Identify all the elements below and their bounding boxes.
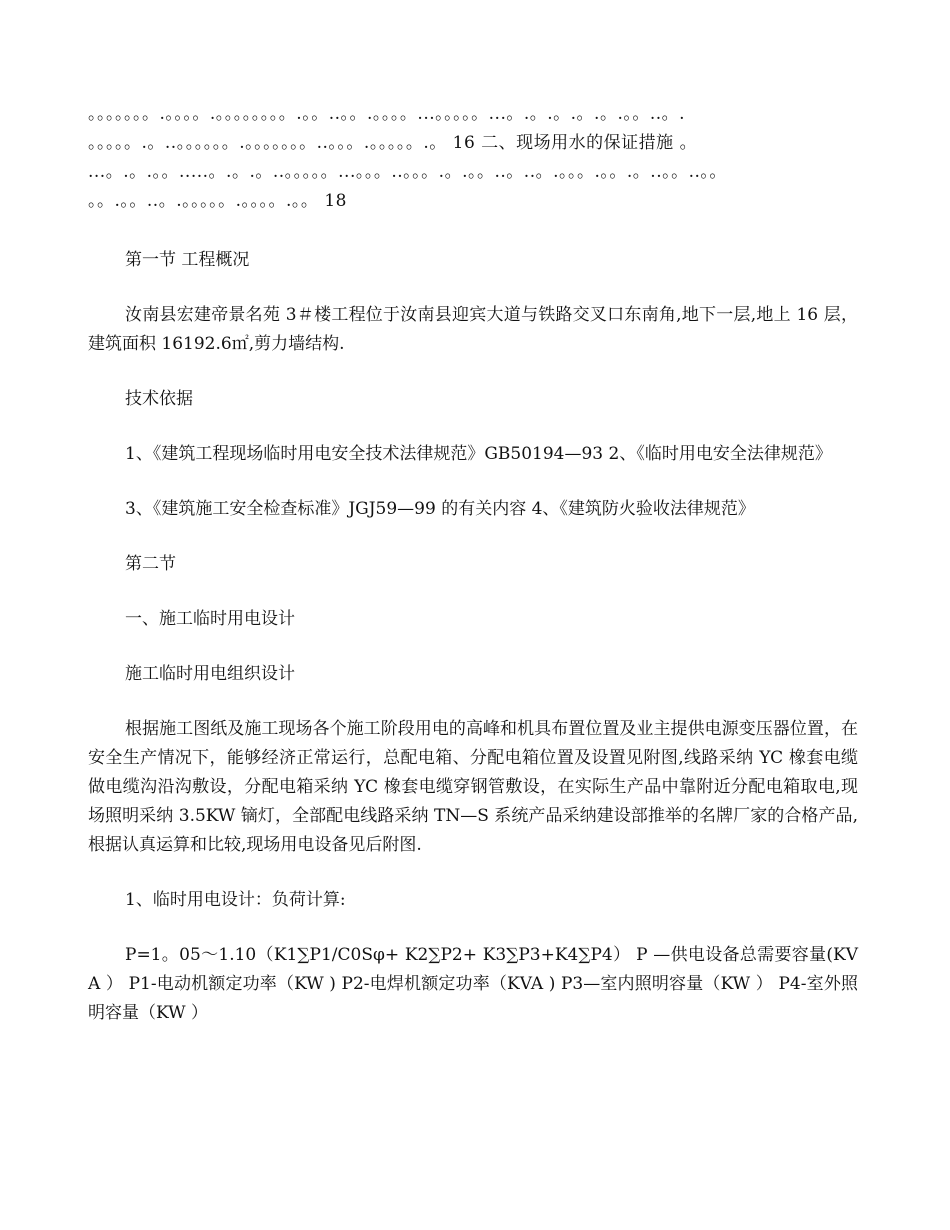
section-heading: 第二节 xyxy=(125,554,176,574)
subheading-technical-basis: 技术依据 xyxy=(125,389,193,409)
formula-paragraph: P=1。05～1.10（K1∑P1/C0Sφ+ K2∑P2+ K3∑P3+K4∑P4） P —供电设备总需要容量(KVA ） P1-电动机额定功率（KW ) P2-电焊机额定功率（KVA ) P3—室内照明容量（KW ） P4-室外照明容量（KW ） xyxy=(88,945,858,1023)
project-overview-paragraph: 汝南县宏建帝景名苑 3＃楼工程位于汝南县迎宾大道与铁路交叉口东南角,地下一层,地上 16 层，建筑面积 16192.6㎡,剪力墙结构. xyxy=(88,305,858,354)
toc-line: ...。.。.。。.....。.。.。..。。。。。...。。。..。。。.。.。。..。..。.。。。.。。.。..。。..。。 xyxy=(88,162,727,182)
standards-list-item: 3、《建筑施工安全检查标准》JGJ59—99 的有关内容 4、《建筑防火验收法律规范》 xyxy=(125,499,755,519)
toc-line: 。。.。。..。.。。。。。.。。。。.。。 18 xyxy=(88,191,347,211)
standards-list-item: 1、《建筑工程现场临时用电安全技术法律规范》GB50194—93 2、《临时用电安全法律规范》 xyxy=(125,444,832,464)
subheading: 施工临时用电组织设计 xyxy=(125,664,295,684)
subsection-heading: 一、施工临时用电设计 xyxy=(125,609,295,629)
toc-line: 。。。。。.。..。。。。。。.。。。。。。。..。。。.。。。。。.。 16 二、现场用水的保证措施 。 xyxy=(88,133,698,153)
table-of-contents xyxy=(88,100,858,216)
body-paragraph: 根据施工图纸及施工现场各个施工阶段用电的高峰和机具布置位置及业主提供电源变压器位置，在安全生产情况下，能够经济正常运行，总配电箱、分配电箱位置及设置见附图,线路采纳 YC 橡套电缆做电缆沟沿沟敷设，分配电箱采纳 YC 橡套电缆穿钢管敷设，在实际生产品中靠附近分配电箱取电,现场照明采纳 3.5KW 镝灯，全部配电线路采纳 TN—S 系统产品采纳建设部推举的名牌厂家的合格产品,根据认真运算和比较,现场用电设备见后附图. xyxy=(88,719,858,855)
subheading-load-calculation: 1、临时用电设计：负荷计算: xyxy=(125,890,346,910)
section-heading: 第一节 工程概况 xyxy=(125,250,250,270)
document-body xyxy=(88,100,858,1054)
toc-line: 。。。。。。。.。。。。.。。。。。。。。.。。..。。.。。。。...。。。。。...。.。.。.。.。.。。..。. xyxy=(88,104,686,124)
